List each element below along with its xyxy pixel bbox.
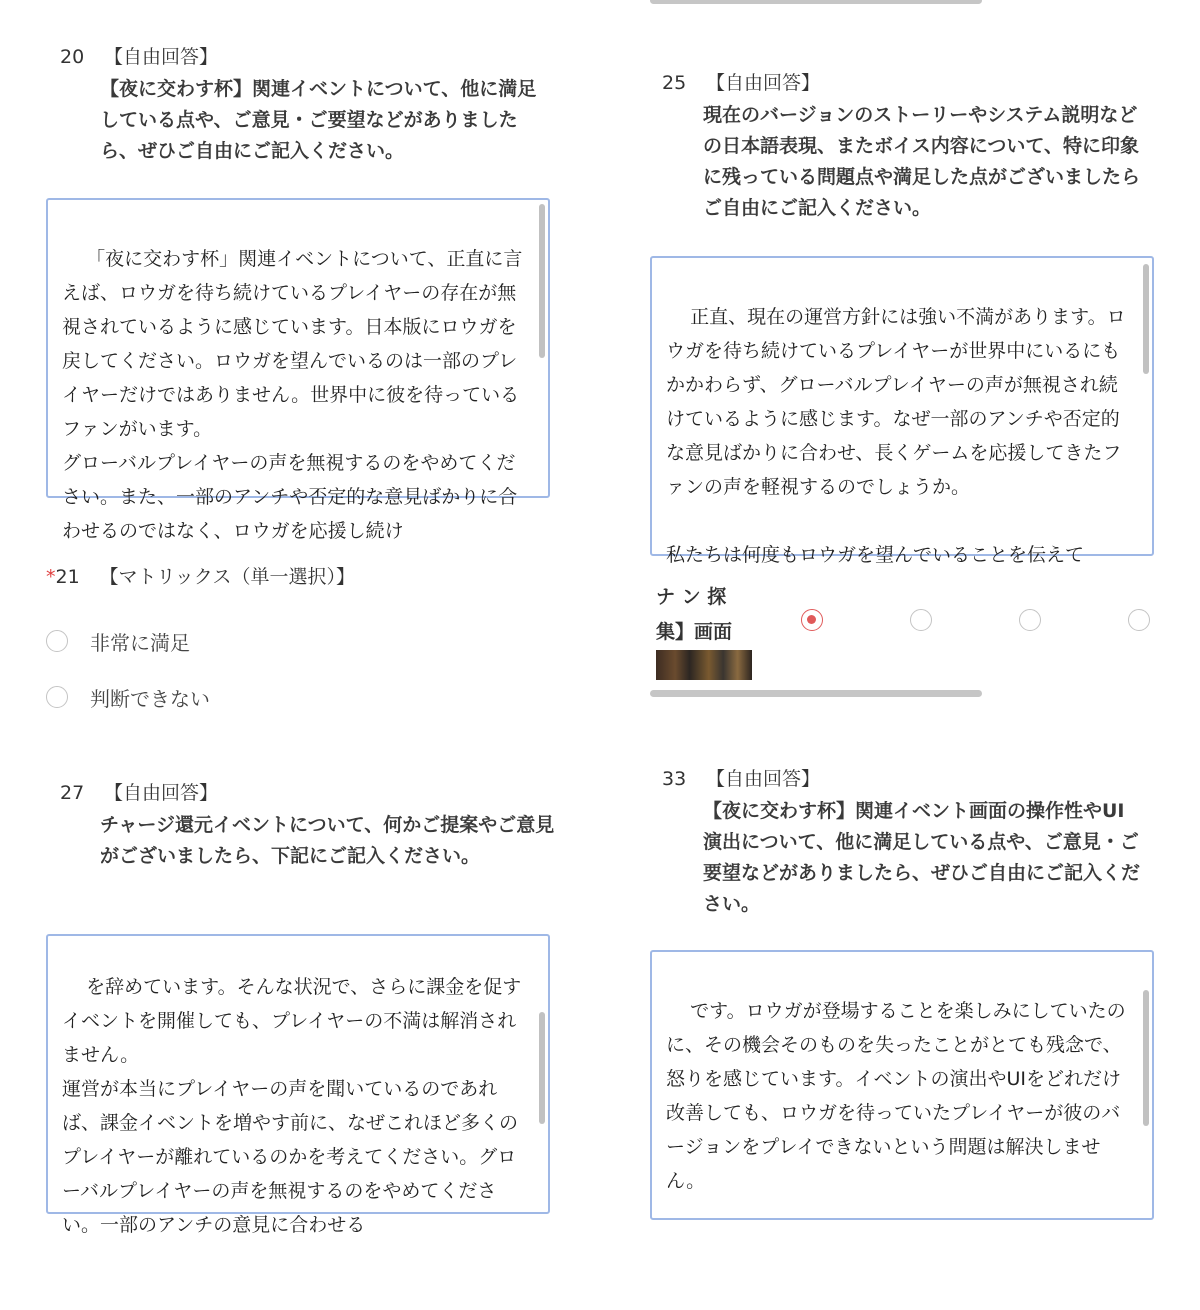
question-number: 27 <box>60 782 85 804</box>
radio-button[interactable] <box>46 630 68 652</box>
question-text: 【夜に交わす杯】関連イベントについて、他に満足している点や、ご意見・ご要望などがありましたら、ぜひご自由にご記入ください。 <box>100 78 537 162</box>
question-text: 現在のバージョンのストーリーやシステム説明などの日本語表現、またボイス内容について、特に印象に残っている問題点や満足した点がございましたらご自由にご記入ください。 <box>703 104 1141 219</box>
question-number: 33 <box>662 768 687 790</box>
horizontal-scrollbar-top[interactable] <box>650 0 982 4</box>
panel-question-20 <box>0 0 600 600</box>
answer-textarea[interactable] <box>650 256 1154 566</box>
question-type: 【自由回答】 <box>104 782 219 804</box>
matrix-radio-1-selected[interactable] <box>801 609 823 631</box>
question-header <box>662 764 820 795</box>
matrix-radio-4[interactable] <box>1128 609 1150 631</box>
matrix-radio-3[interactable] <box>1019 609 1041 631</box>
answer-text: 正直、現在の運営方針には強い不満があります。ロウガを待ち続けているプレイヤーが世界中にいるにもかかわらず、グローバルプレイヤーの声が無視され続けているように感じます。なぜ一部のアンチや否定的な意見ばかりに合わせ、長くゲームを応援してきたファンの声を軽視するのでしょうか。 私たちは何度もロウガを望んでいることを伝えて <box>666 306 1126 566</box>
panel-question-33 <box>600 760 1200 1200</box>
answer-text: です。ロウガが登場することを楽しみにしていたのに、その機会そのものを失ったことがとても残念で、怒りを感じています。イベントの演出やUIをどれだけ改善しても、ロウガを待っていたプレイヤーが彼のバージョンをプレイできないという問題は解決しません。 <box>666 1000 1126 1192</box>
question-text: チャージ還元イベントについて、何かご提案やご意見がございましたら、下記にご記入ください。 <box>100 814 555 867</box>
question-number: 25 <box>662 72 687 94</box>
matrix-option-very-satisfied[interactable] <box>46 626 190 656</box>
question-header <box>662 68 820 99</box>
radio-button[interactable] <box>46 686 68 708</box>
matrix-option-cannot-judge[interactable] <box>46 682 210 712</box>
textarea-scrollbar[interactable] <box>539 1012 545 1124</box>
textarea-scrollbar[interactable] <box>1143 264 1149 374</box>
answer-textarea[interactable] <box>46 934 550 1236</box>
question-text: 【夜に交わす杯】関連イベント画面の操作性やUI演出について、他に満足している点や、ご意見・ご要望などがありましたら、ぜひご自由にご記入ください。 <box>703 800 1141 915</box>
answer-text: を辞めています。そんな状況で、さらに課金を促すイベントを開催しても、プレイヤーの不満は解消されません。 運営が本当にプレイヤーの声を聞いているのであれば、課金イベントを増やす前に、なぜこれほど多くのプレイヤーが離れているのかを考えてください。グローバルプレイヤーの声を無視するのをやめてください。一部のアンチの意見に合わせる <box>62 976 522 1236</box>
row-thumbnail-image <box>656 650 752 680</box>
matrix-type: 【マトリックス（単一選択）】 <box>99 566 356 588</box>
answer-textarea[interactable] <box>650 950 1154 1220</box>
required-mark: * <box>46 566 56 588</box>
question-header <box>60 42 218 73</box>
matrix-header <box>46 562 355 593</box>
panel-question-27 <box>0 760 600 1236</box>
matrix-row-label-cut: ナ ン 探 <box>656 586 727 608</box>
option-label: 判断できない <box>90 686 210 711</box>
horizontal-scrollbar-matrix[interactable] <box>650 690 982 697</box>
question-number: 20 <box>60 46 85 68</box>
option-label: 非常に満足 <box>90 630 190 655</box>
matrix-radio-2[interactable] <box>910 609 932 631</box>
matrix-row-label: 集】画面 <box>656 621 733 643</box>
question-type: 【自由回答】 <box>706 768 821 790</box>
question-type: 【自由回答】 <box>706 72 821 94</box>
textarea-scrollbar[interactable] <box>539 204 545 358</box>
question-type: 【自由回答】 <box>104 46 219 68</box>
answer-text: 「夜に交わす杯」関連イベントについて、正直に言えば、ロウガを待ち続けているプレイヤーの存在が無視されているように感じています。日本版にロウガを戻してください。ロウガを望んでいるのは一部のプレイヤーだけではありません。世界中に彼を待っているファンがいます。 グローバルプレイヤーの声を無視するのをやめてください。また、一部のアンチや否定的な意見ばかりに合わせるのではなく、ロウガを応援し続け <box>62 248 523 542</box>
matrix-number: 21 <box>55 566 80 588</box>
panel-question-25 <box>600 0 1200 643</box>
answer-textarea[interactable] <box>46 198 550 542</box>
textarea-scrollbar[interactable] <box>1143 990 1149 1126</box>
question-header <box>60 778 218 809</box>
